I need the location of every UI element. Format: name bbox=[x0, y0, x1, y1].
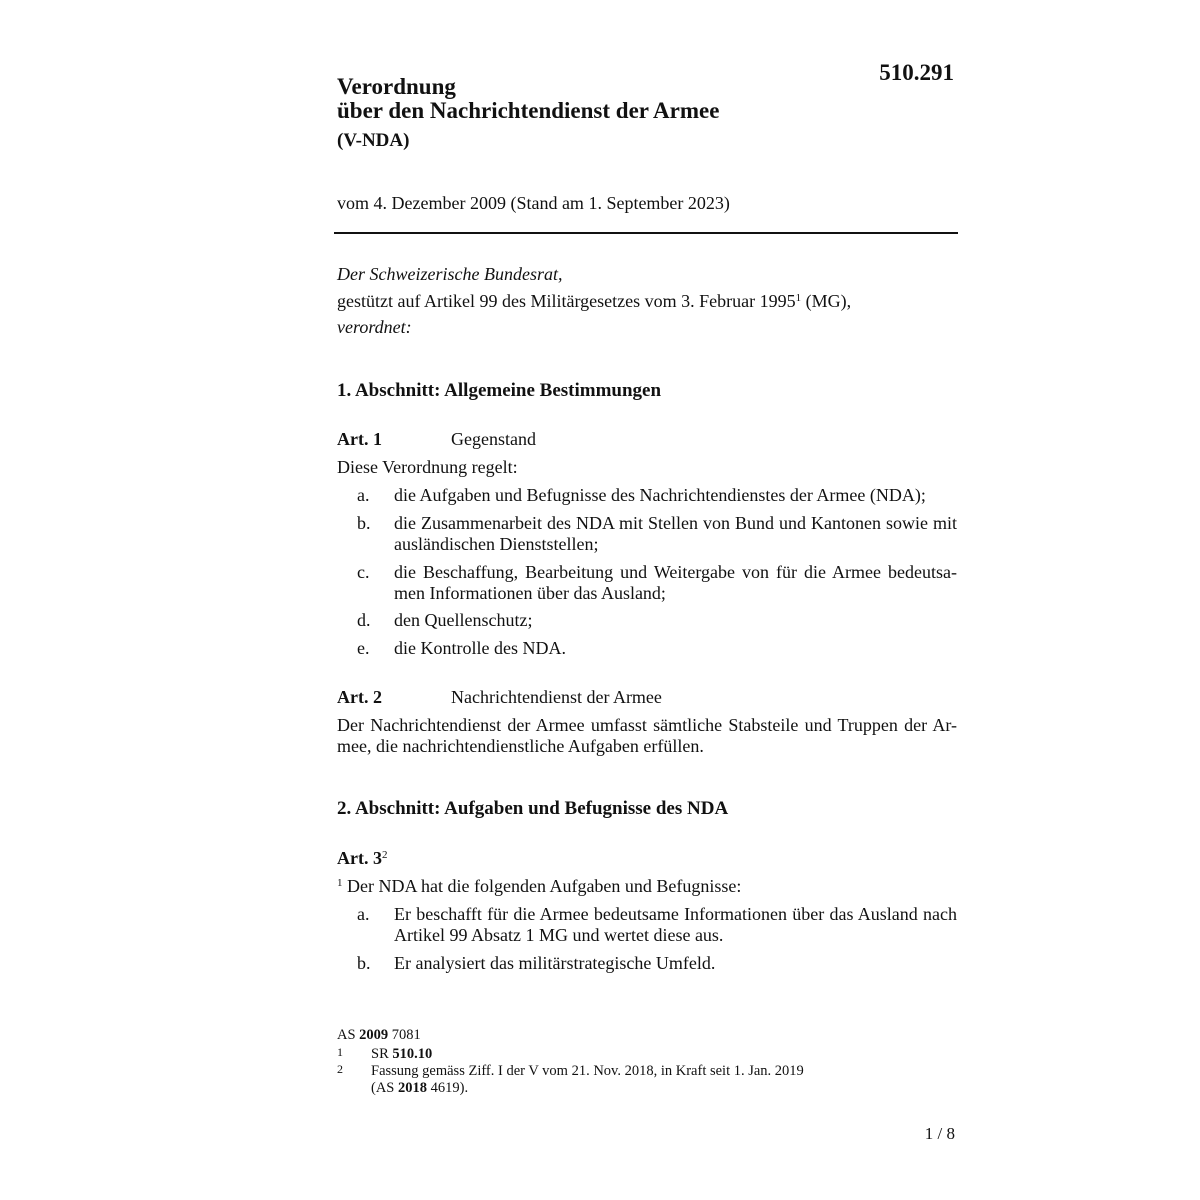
list-text: die Beschaffung, Bearbeitung und Weitergabe von für die Armee bedeutsa-men Informationen über das Ausland; bbox=[394, 562, 957, 603]
list-marker: d. bbox=[357, 610, 371, 630]
list-text: Er analysiert das militärstrategische Umfeld. bbox=[394, 953, 716, 973]
title-abbreviation: (V-NDA) bbox=[337, 130, 410, 151]
list-text: die Aufgaben und Befugnisse des Nachrichtendienstes der Armee (NDA); bbox=[394, 485, 926, 505]
as-prefix: AS bbox=[337, 1027, 360, 1043]
footnote-ref-2[interactable]: 2 bbox=[381, 849, 388, 861]
art-1-title: Gegenstand bbox=[451, 429, 536, 449]
art-1-number: Art. 1 bbox=[337, 429, 382, 449]
fn1-ref: 510.10 bbox=[392, 1046, 433, 1062]
list-text: Er beschafft für die Armee bedeutsame Informationen über das Ausland nach Artikel 99 Absatz 1 MG und wertet diese aus. bbox=[394, 904, 957, 945]
title-line-2: über den Nachrichtendienst der Armee bbox=[337, 98, 720, 123]
list-marker: e. bbox=[357, 638, 370, 658]
list-marker: b. bbox=[357, 953, 371, 973]
art-2-text: Der Nachrichtendienst der Armee umfasst sämtliche Stabsteile und Truppen der Ar-mee, die nachrichtendienstliche Aufgaben erfüllen. bbox=[337, 715, 957, 756]
page-number: 1 / 8 bbox=[924, 1124, 955, 1143]
art-3-number: Art. 3 bbox=[337, 848, 382, 868]
fn2-year: 2018 bbox=[398, 1080, 427, 1096]
footnote-2-line-1: Fassung gemäss Ziff. I der V vom 21. Nov. 2018, in Kraft seit 1. Jan. 2019 bbox=[371, 1063, 804, 1079]
art-3-intro bbox=[337, 876, 741, 897]
sr-number: 510.291 bbox=[879, 60, 954, 85]
list-marker: a. bbox=[357, 485, 370, 505]
footnote-2-number: 2 bbox=[337, 1062, 343, 1076]
footnote-1-text bbox=[371, 1047, 432, 1062]
preamble-authority: Der Schweizerische Bundesrat, bbox=[337, 264, 563, 284]
list-text: die Kontrolle des NDA. bbox=[394, 638, 566, 658]
title-line-1: Verordnung bbox=[337, 74, 456, 99]
footnote-2 bbox=[0, 1064, 1200, 1098]
paragraph-number: 1 bbox=[337, 877, 343, 889]
list-marker: c. bbox=[357, 562, 370, 582]
art-3-heading bbox=[337, 848, 387, 869]
section-1-heading: 1. Abschnitt: Allgemeine Bestimmungen bbox=[337, 380, 662, 401]
list-text: die Zusammenarbeit des NDA mit Stellen von Bund und Kantonen sowie mit ausländischen Dienststellen; bbox=[394, 513, 957, 554]
footnote-ref-1[interactable]: 1 bbox=[795, 292, 802, 304]
preamble-basis-suffix: (MG), bbox=[801, 291, 852, 311]
footnote-as-reference bbox=[337, 1028, 421, 1043]
section-2-heading: 2. Abschnitt: Aufgaben und Befugnisse des NDA bbox=[337, 798, 729, 819]
art-1-heading bbox=[337, 429, 536, 450]
art-1-intro: Diese Verordnung regelt: bbox=[337, 457, 518, 477]
list-marker: a. bbox=[357, 904, 370, 924]
as-page: 7081 bbox=[388, 1027, 421, 1043]
list-marker: b. bbox=[357, 513, 371, 533]
header-divider bbox=[334, 232, 958, 234]
preamble-basis bbox=[337, 291, 851, 312]
art-3-intro-text: Der NDA hat die folgenden Aufgaben und Befugnisse: bbox=[342, 876, 742, 896]
preamble-basis-text: gestützt auf Artikel 99 des Militärgesetzes vom 3. Februar 1995 bbox=[337, 291, 796, 311]
footnote-1-number: 1 bbox=[337, 1045, 343, 1059]
fn2-close: 4619). bbox=[427, 1080, 469, 1096]
fn2-open: (AS bbox=[371, 1080, 398, 1096]
list-text: den Quellenschutz; bbox=[394, 610, 533, 630]
art-2-number: Art. 2 bbox=[337, 687, 382, 707]
fn1-prefix: SR bbox=[371, 1046, 393, 1062]
preamble-decree: verordnet: bbox=[337, 317, 412, 337]
art-2-title: Nachrichtendienst der Armee bbox=[451, 687, 662, 707]
as-year: 2009 bbox=[359, 1027, 389, 1043]
enactment-date: vom 4. Dezember 2009 (Stand am 1. September 2023) bbox=[337, 193, 730, 213]
art-2-heading bbox=[337, 687, 662, 708]
footnote-2-line-2 bbox=[371, 1081, 468, 1096]
